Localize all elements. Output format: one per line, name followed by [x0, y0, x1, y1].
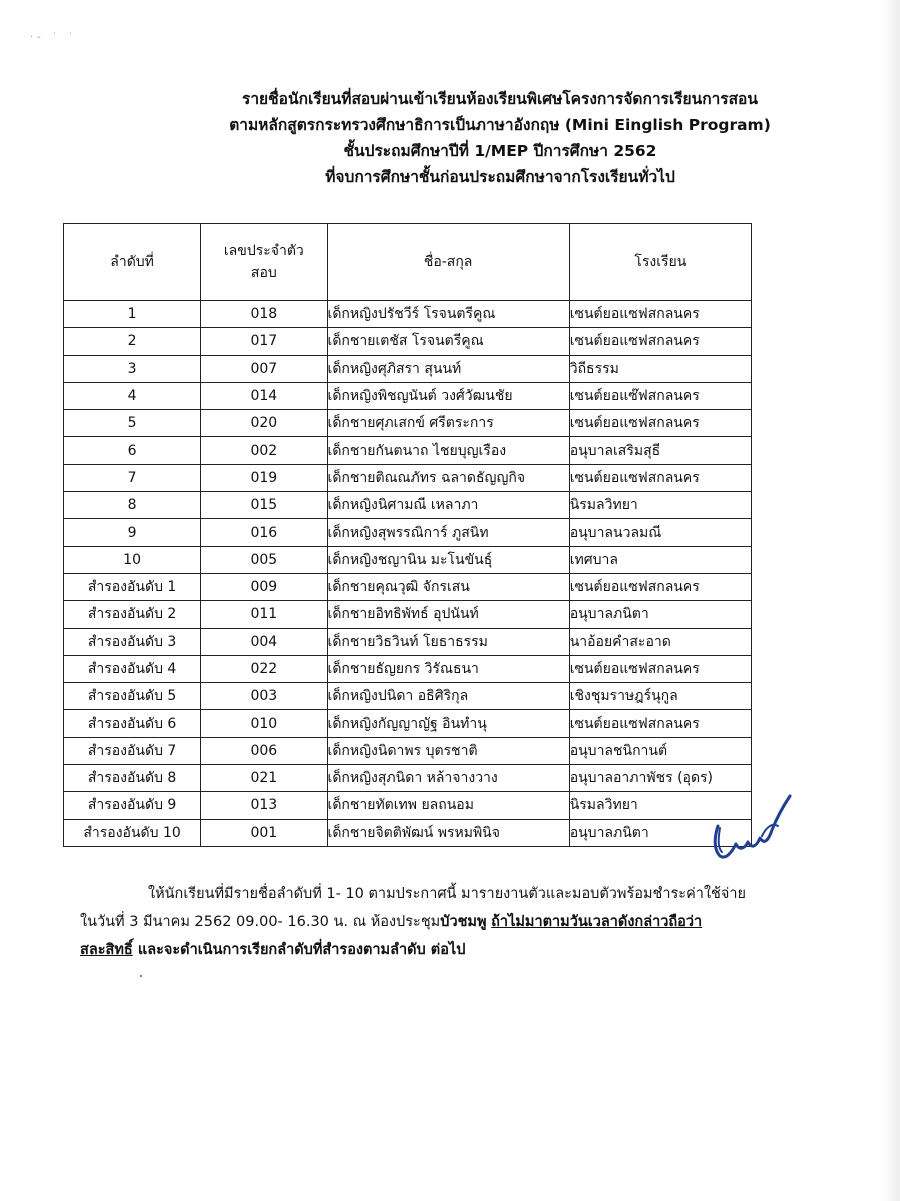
cell-school: นาอ้อยคำสะอาด — [569, 628, 751, 655]
cell-name: เด็กหญิงพิชญนันต์ วงศ์วัฒนชัย — [327, 382, 569, 409]
cell-exam-id: 001 — [201, 819, 327, 846]
cell-exam-id: 006 — [201, 737, 327, 764]
signature-icon — [706, 786, 798, 866]
header-line-2: ตามหลักสูตรกระทรวงศึกษาธิการเป็นภาษาอังกฤษ (Mini Einglish Program) — [229, 116, 771, 134]
cell-order: สำรองอันดับ 7 — [64, 737, 201, 764]
notice-line-3-text: และจะดำเนินการเรียกลำดับที่สำรองตามลำดับ ต่อไป — [132, 942, 466, 958]
stray-dot — [140, 975, 142, 977]
cell-name: เด็กชายศุภเสกข์ ศรีตระการ — [327, 410, 569, 437]
cell-school: อนุบาลภนิตา — [569, 819, 751, 846]
cell-name: เด็กชายทัตเทพ ยลถนอม — [327, 792, 569, 819]
table-row — [64, 792, 752, 819]
cell-name: เด็กชายวิธวินท์ โยธาธรรม — [327, 628, 569, 655]
cell-exam-id: 019 — [201, 464, 327, 491]
cell-school: อนุบาลนวลมณี — [569, 519, 751, 546]
notice-warning-underlined: ถ้าไม่มาตามวันเวลาดังกล่าวถือว่า — [491, 914, 703, 930]
notice-line-2 — [80, 908, 780, 936]
column-header-exam-id-line1: เลขประจำตัว — [223, 243, 304, 259]
cell-name: เด็กหญิงกัญญาญัฐ อินทำนุ — [327, 710, 569, 737]
cell-order: สำรองอันดับ 10 — [64, 819, 201, 846]
table-row — [64, 628, 752, 655]
cell-name: เด็กหญิงนิดาพร บุตรชาติ — [327, 737, 569, 764]
cell-school: เซนต์ยอแซฟสกลนคร — [569, 573, 751, 600]
cell-exam-id: 003 — [201, 683, 327, 710]
header-line-3: ชั้นประถมศึกษาปีที่ 1/MEP ปีการศึกษา 2562 — [343, 142, 657, 160]
cell-name: เด็กหญิงศุภิสรา สุนนท์ — [327, 355, 569, 382]
cell-order: 4 — [64, 382, 201, 409]
scan-edge-shadow — [882, 0, 900, 1201]
scan-artifact-marks: ·‑ ˙ ˙ — [30, 32, 78, 43]
document-header — [200, 86, 800, 190]
column-header-name: ชื่อ-สกุล — [327, 224, 569, 301]
table-row — [64, 819, 752, 846]
cell-school: อนุบาลภนิตา — [569, 601, 751, 628]
cell-school: วิถีธรรม — [569, 355, 751, 382]
table-row — [64, 765, 752, 792]
cell-exam-id: 020 — [201, 410, 327, 437]
cell-exam-id: 018 — [201, 301, 327, 328]
cell-name: เด็กชายติณณภัทร ฉลาดธัญญกิจ — [327, 464, 569, 491]
cell-order: 9 — [64, 519, 201, 546]
cell-name: เด็กหญิงสุภนิดา หล้าจางวาง — [327, 765, 569, 792]
cell-order: สำรองอันดับ 1 — [64, 573, 201, 600]
cell-order: สำรองอันดับ 3 — [64, 628, 201, 655]
notice-line-2-text: ในวันที่ 3 มีนาคม 2562 09.00- 16.30 น. ณ ห้องประชุม — [80, 914, 441, 930]
cell-name: เด็กชายคุณวุฒิ จักรเสน — [327, 573, 569, 600]
cell-school: เซนต์ยอแซฟสกลนคร — [569, 710, 751, 737]
cell-school: นิรมลวิทยา — [569, 792, 751, 819]
cell-exam-id: 022 — [201, 655, 327, 682]
cell-school: นิรมลวิทยา — [569, 492, 751, 519]
cell-school: เทศบาล — [569, 546, 751, 573]
cell-order: สำรองอันดับ 5 — [64, 683, 201, 710]
table-row — [64, 328, 752, 355]
table-row — [64, 382, 752, 409]
table-row — [64, 710, 752, 737]
notice-room-name: บัวชมพู — [440, 914, 487, 930]
cell-name: เด็กหญิงสุพรรณิการ์ ภูสนิท — [327, 519, 569, 546]
header-line-4: ที่จบการศึกษาชั้นก่อนประถมศึกษาจากโรงเรียนทั่วไป — [325, 168, 675, 186]
cell-order: สำรองอันดับ 9 — [64, 792, 201, 819]
cell-name: เด็กหญิงปนิดา อธิศิริกุล — [327, 683, 569, 710]
cell-order: 7 — [64, 464, 201, 491]
table-header-row — [64, 224, 752, 301]
cell-school: อนุบาลอาภาพัชร (อุดร) — [569, 765, 751, 792]
table-row — [64, 464, 752, 491]
column-header-order: ลำดับที่ — [64, 224, 201, 301]
cell-name: เด็กชายเตชัส โรจนตรีคูณ — [327, 328, 569, 355]
table-row — [64, 437, 752, 464]
cell-order: 8 — [64, 492, 201, 519]
cell-school: เซนต์ยอแซฟสกลนคร — [569, 464, 751, 491]
cell-order: 6 — [64, 437, 201, 464]
cell-school: เซนต์ยอแซ๊ฟสกลนคร — [569, 382, 751, 409]
cell-school: อนุบาลชนิกานต์ — [569, 737, 751, 764]
cell-school: อนุบาลเสริมสุธี — [569, 437, 751, 464]
cell-order: 1 — [64, 301, 201, 328]
table-row — [64, 601, 752, 628]
cell-exam-id: 005 — [201, 546, 327, 573]
cell-exam-id: 016 — [201, 519, 327, 546]
cell-name: เด็กชายอิทธิพัทธ์ อุปนันท์ — [327, 601, 569, 628]
cell-exam-id: 014 — [201, 382, 327, 409]
cell-order: สำรองอันดับ 6 — [64, 710, 201, 737]
column-header-school: โรงเรียน — [569, 224, 751, 301]
cell-exam-id: 004 — [201, 628, 327, 655]
student-list-table — [63, 223, 752, 847]
cell-exam-id: 013 — [201, 792, 327, 819]
cell-order: สำรองอันดับ 2 — [64, 601, 201, 628]
cell-exam-id: 021 — [201, 765, 327, 792]
cell-name: เด็กหญิงปรัชวีร์ โรจนตรีคูณ — [327, 301, 569, 328]
cell-name: เด็กชายกันตนาถ ไชยบุญเรือง — [327, 437, 569, 464]
table-row — [64, 410, 752, 437]
cell-exam-id: 010 — [201, 710, 327, 737]
header-line-1: รายชื่อนักเรียนที่สอบผ่านเข้าเรียนห้องเรียนพิเศษโครงการจัดการเรียนการสอน — [242, 90, 758, 108]
cell-school: เชิงชุมราษฎร์นุกูล — [569, 683, 751, 710]
cell-name: เด็กหญิงนิศามณี เหลาภา — [327, 492, 569, 519]
table-row — [64, 655, 752, 682]
notice-line-1: ให้นักเรียนที่มีรายชื่อลำดับที่ 1- 10 ตามประกาศนี้ มารายงานตัวและมอบตัวพร้อมชำระค่าใช้จ่าย — [148, 886, 746, 902]
cell-order: สำรองอันดับ 8 — [64, 765, 201, 792]
cell-exam-id: 017 — [201, 328, 327, 355]
cell-exam-id: 007 — [201, 355, 327, 382]
cell-order: 5 — [64, 410, 201, 437]
cell-order: สำรองอันดับ 4 — [64, 655, 201, 682]
cell-exam-id: 015 — [201, 492, 327, 519]
cell-exam-id: 009 — [201, 573, 327, 600]
cell-name: เด็กหญิงชญานิน มะโนขันธุ์ — [327, 546, 569, 573]
table-row — [64, 737, 752, 764]
column-header-exam-id-line2: สอบ — [250, 265, 277, 281]
cell-order: 10 — [64, 546, 201, 573]
table-body — [64, 301, 752, 847]
table-row — [64, 573, 752, 600]
table-row — [64, 301, 752, 328]
cell-order: 3 — [64, 355, 201, 382]
table-row — [64, 519, 752, 546]
cell-school: เซนต์ยอแซฟสกลนคร — [569, 301, 751, 328]
cell-school: เซนต์ยอแซฟสกลนคร — [569, 328, 751, 355]
cell-exam-id: 002 — [201, 437, 327, 464]
cell-name: เด็กชายจิตติพัฒน์ พรหมพินิจ — [327, 819, 569, 846]
cell-exam-id: 011 — [201, 601, 327, 628]
table-row — [64, 492, 752, 519]
notice-line-3 — [80, 936, 780, 964]
cell-school: เซนต์ยอแซฟสกลนคร — [569, 410, 751, 437]
cell-name: เด็กชายธัญยกร วิรัณธนา — [327, 655, 569, 682]
cell-order: 2 — [64, 328, 201, 355]
notice-forfeit-underlined: สละสิทธิ์ — [80, 942, 133, 958]
table-row — [64, 683, 752, 710]
column-header-exam-id — [201, 224, 327, 301]
table-row — [64, 355, 752, 382]
notice-paragraph — [80, 880, 780, 964]
cell-school: เซนต์ยอแซฟสกลนคร — [569, 655, 751, 682]
table-row — [64, 546, 752, 573]
